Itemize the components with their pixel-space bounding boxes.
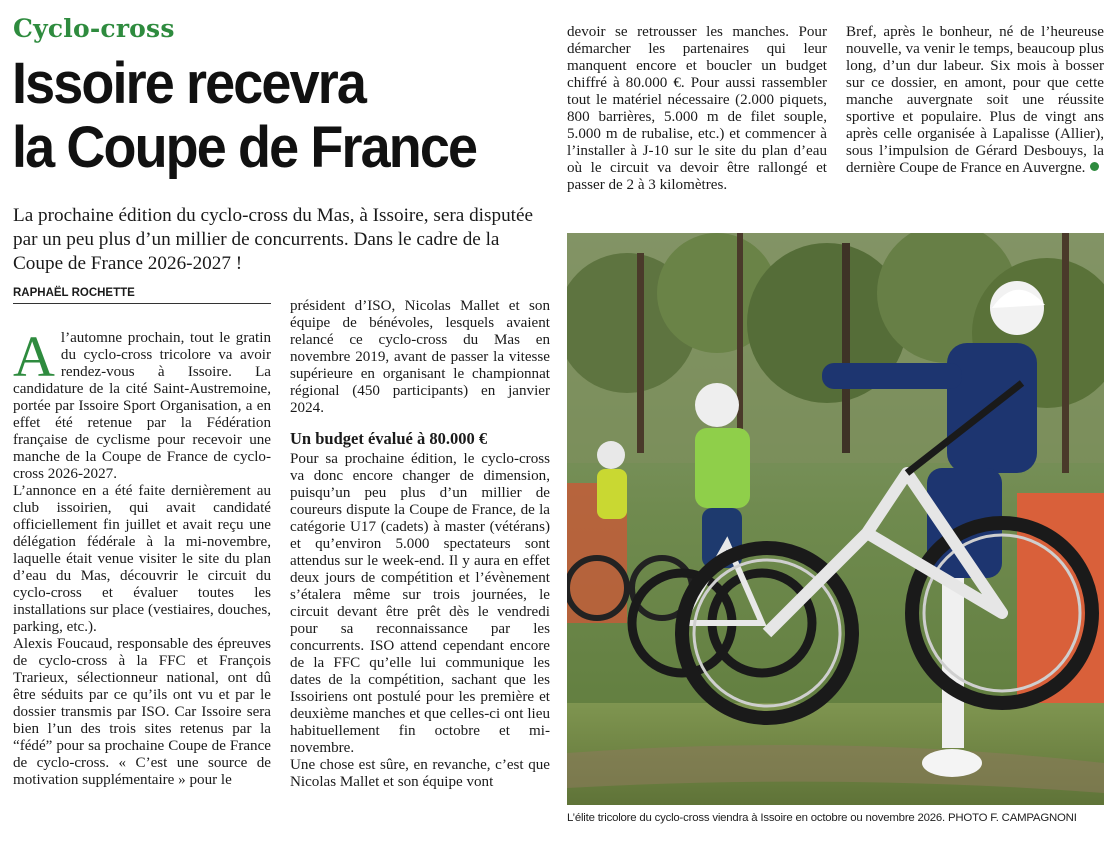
body-paragraph: Une chose est sûre, en revanche, c’est que Nicolas Mallet et son équipe vont: [290, 757, 550, 790]
body-paragraph-final: [846, 24, 1104, 177]
column-3: [567, 24, 827, 194]
article-photo: [567, 233, 1104, 805]
subheading: Un budget évalué à 80.000 €: [290, 429, 488, 448]
headline-line-1: Issoire recevra: [12, 51, 365, 116]
column-2: [290, 298, 550, 791]
body-paragraph: devoir se retrousser les manches. Pour démarcher les partenaires qui leur manquent encore et boucler un budget chiffré à 80.000 €. Pour aussi rassembler tout le matériel nécessaire (2.000 piquets, 800 barrières, 5.000 m de filet souple, 5.000 m de rubalise, etc.) et commencer à l’installer à J-10 sur le site du plan d’eau où le circuit va devoir être rallongé et passer de 2 à 3 kilomètres.: [567, 24, 827, 193]
body-paragraph: Alexis Foucaud, responsable des épreuves de cyclo-cross à la FFC et François Trarieux, sélectionneur national, ont dû être séduits par ce qu’ils ont vu et par le dossier transmis par ISO. Car Issoire sera bien l’un des trois sites retenus par la “fédé” pour sa prochaine Coupe de France de cyclo-cross. « C’est une source de motivation supplémentaire » pour le: [13, 636, 271, 788]
section-kicker: Cyclo-cross: [13, 14, 175, 43]
byline: RAPHAËL ROCHETTE: [13, 287, 271, 304]
final-paragraph-text: Bref, après le bonheur, né de l’heureuse nouvelle, va venir le temps, beaucoup plus long, d’un dur labeur. Six mois à bosser sur ce dossier, en amont, pour que cette manche auvergnate soit une réussite sportive et populaire. Plus de vingt ans après celle organisée à Lapalisse (Allier), sous l’impulsion de Gérard Desbouys, la dernière Coupe de France en Auvergne.: [846, 24, 1104, 176]
body-paragraph: Pour sa prochaine édition, le cyclo-cross va donc encore changer de dimension, puisqu’un peu plus d’un millier de coureurs dispute la Coupe de France, de la catégorie U17 (cadets) à master (vétérans) et qu’environ 5.000 spectateurs sont attendus sur le week-end. Il y aura en effet deux jours de compétition et l’évènement s’étalera même sur trois journées, le circuit devant être prêt dès le vendredi pour sa reconnaissance par les concurrents. ISO attend cependant encore de la FFC qu’elle lui communique les dates de la compétition, sachant que les Issoiriens ont postulé pour les première et deuxième manches et que celles-ci ont lieu habituellement fin octobre et mi-novembre.: [290, 451, 550, 756]
drop-cap: A: [13, 324, 55, 389]
body-paragraph: l’automne prochain, tout le gratin du cyclo-cross tricolore va avoir rendez-vous à Issoire. La candidature de la cité Saint-Austremoine, portée par Issoire Sport Organisation, a en effet été retenue par la Fédération française de cyclisme pour recevoir une manche de la Coupe de France de cyclo-cross 2026-2027.: [13, 330, 271, 482]
headline-line-2: la Coupe de France: [12, 115, 477, 180]
headline: [12, 52, 514, 180]
cyclocross-photo-illustration: [567, 233, 1104, 805]
lead-paragraph: La prochaine édition du cyclo-cross du Mas, à Issoire, sera disputée par un peu plus d’un millier de concurrents. Dans le cadre de la Coupe de France 2026-2027 !: [13, 205, 534, 274]
end-mark-icon: [1090, 162, 1099, 171]
column-4: [846, 24, 1104, 177]
photo-caption: L’élite tricolore du cyclo-cross viendra à Issoire en octobre ou novembre 2026. PHOTO F. CAMPAGNONI: [567, 812, 1077, 824]
column-1: [13, 324, 271, 789]
body-paragraph: président d’ISO, Nicolas Mallet et son équipe de bénévoles, lesquels avaient relancé ce cyclo-cross du Mas en novembre 2019, avant de passer la vitesse supérieure en organisant le championnat régional (450 participants) en janvier 2024.: [290, 298, 550, 416]
body-paragraph: L’annonce en a été faite dernièrement au club issoirien, qui avait candidaté officiellement fin juillet et avait reçu une délégation fédérale à la mi-novembre, laquelle était venue visiter le site du plan d’eau du Mas, découvrir le circuit du cyclo-cross et évaluer toutes les installations sur place (vestiaires, douches, parking, etc.).: [13, 483, 271, 635]
